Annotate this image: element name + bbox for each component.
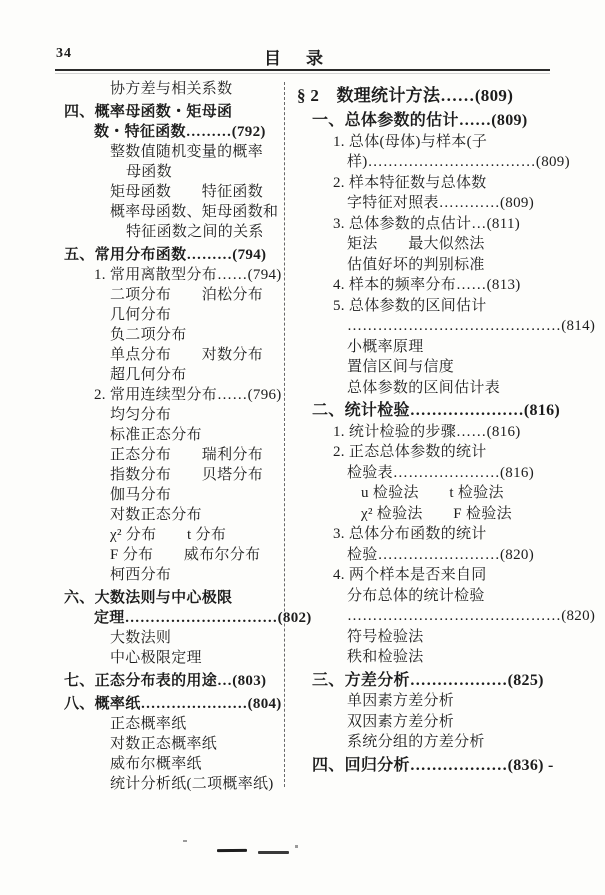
toc-entry: 四、概率母函数・矩母函: [64, 104, 233, 120]
toc-entry: 对数正态分布: [110, 507, 202, 523]
toc-entry: 定理…………………………(802): [94, 610, 312, 626]
page-header-title: 目 录: [264, 49, 327, 68]
toc-entry: 5. 总体参数的区间估计: [333, 297, 487, 314]
toc-entry: 母函数: [126, 164, 172, 180]
toc-entry: 六、大数法则与中心极限: [64, 590, 233, 606]
toc-entry: ……………………………………(820): [347, 608, 596, 624]
toc-entry: 双因素方差分析: [347, 713, 455, 730]
toc-entry: 一、总体参数的估计……(809): [312, 112, 528, 129]
toc-entry: 数・特征函数………(792): [94, 124, 266, 140]
toc-entry: 整数值随机变量的概率: [110, 144, 264, 160]
toc-entry: 3. 总体分布函数的统计: [333, 526, 487, 542]
toc-entry: 对数正态概率纸: [110, 736, 218, 752]
scan-smudge: [217, 849, 247, 852]
toc-entry: 检验表…………………(816): [347, 464, 534, 481]
toc-entry: 字特征对照表…………(809): [347, 195, 534, 211]
toc-entry: 二、统计检验…………………(816): [312, 402, 561, 419]
toc-entry: 单点分布 对数分布: [110, 347, 264, 363]
toc-entry: 总体参数的区间估计表: [347, 379, 501, 396]
toc-entry: F 分布 威布尔分布: [110, 547, 261, 563]
toc-entry: 四、回归分析………………(836) -: [312, 756, 554, 774]
toc-entry: 伽马分布: [110, 487, 172, 503]
toc-entry: 威布尔概率纸: [110, 756, 202, 772]
toc-entry: 秩和检验法: [347, 649, 424, 665]
toc-entry: 特征函数之间的关系: [126, 224, 264, 240]
toc-entry: u 检验法 t 检验法: [361, 485, 504, 501]
toc-entry: 矩母函数 特征函数: [110, 184, 264, 200]
page-number: 34: [56, 46, 72, 61]
toc-entry: 大数法则: [110, 630, 172, 646]
scan-speck: [183, 840, 187, 842]
toc-entry: 统计分析纸(二项概率纸): [110, 776, 274, 792]
header-rule: [55, 69, 550, 71]
toc-entry: 标准正态分布: [110, 427, 202, 443]
toc-entry: 指数分布 贝塔分布: [110, 467, 264, 483]
toc-entry: 三、方差分析………………(825): [312, 671, 544, 689]
toc-entry: 负二项分布: [110, 327, 187, 343]
header-rule-shadow: [55, 73, 550, 74]
toc-entry: 中心极限定理: [110, 650, 202, 666]
toc-entry: § 2 数理统计方法……(809): [297, 86, 514, 105]
toc-entry: 样)……………………………(809): [347, 154, 570, 170]
scan-speck: [295, 845, 298, 848]
toc-entry: 1. 统计检验的步骤……(816): [333, 423, 521, 440]
toc-entry: χ² 分布 t 分布: [110, 527, 227, 543]
toc-entry: 七、正态分布表的用途…(803): [64, 673, 267, 689]
toc-entry: 五、常用分布函数………(794): [64, 247, 267, 263]
toc-entry: 3. 总体参数的点估计…(811): [333, 215, 521, 232]
toc-entry: 小概率原理: [347, 338, 424, 355]
toc-entry: 均匀分布: [110, 407, 172, 423]
toc-entry: 协方差与相关系数: [110, 81, 233, 97]
toc-entry: 正态分布 瑞利分布: [110, 447, 264, 463]
toc-entry: 估值好坏的判别标准: [347, 256, 485, 273]
toc-entry: 单因素方差分析: [347, 693, 455, 709]
toc-entry: 矩法 最大似然法: [347, 236, 485, 252]
toc-entry: 4. 样本的频率分布……(813): [333, 277, 521, 293]
toc-entry: 概率母函数、矩母函数和: [110, 204, 279, 220]
toc-entry: 柯西分布: [110, 567, 172, 583]
toc-entry: 正态概率纸: [110, 716, 187, 732]
toc-entry: ……………………………………(814): [347, 318, 596, 334]
toc-entry: 符号检验法: [347, 628, 424, 645]
toc-left-column: [64, 79, 312, 794]
toc-entry: 1. 常用离散型分布……(794): [94, 267, 282, 283]
scan-smudge: [258, 851, 289, 854]
toc-entry: χ² 检验法 F 检验法: [361, 505, 512, 522]
toc-entry: 超几何分布: [110, 367, 187, 383]
toc-entry: 几何分布: [110, 307, 172, 323]
toc-right-column: [297, 80, 596, 776]
toc-entry: 二项分布 泊松分布: [110, 287, 264, 303]
toc-entry: 系统分组的方差分析: [347, 734, 485, 750]
toc-entry: 1. 总体(母体)与样本(子: [333, 133, 488, 150]
toc-entry: 4. 两个样本是否来自同: [333, 567, 487, 583]
toc-entry: 置信区间与信度: [347, 359, 455, 375]
toc-entry: 分布总体的统计检验: [347, 587, 485, 604]
toc-entry: 2. 正态总体参数的统计: [333, 444, 487, 460]
toc-entry: 2. 常用连续型分布……(796): [94, 387, 282, 403]
toc-entry: 2. 样本特征数与总体数: [333, 174, 487, 191]
toc-entry: 八、概率纸…………………(804): [64, 696, 282, 712]
toc-entry: 检验……………………(820): [347, 546, 534, 563]
